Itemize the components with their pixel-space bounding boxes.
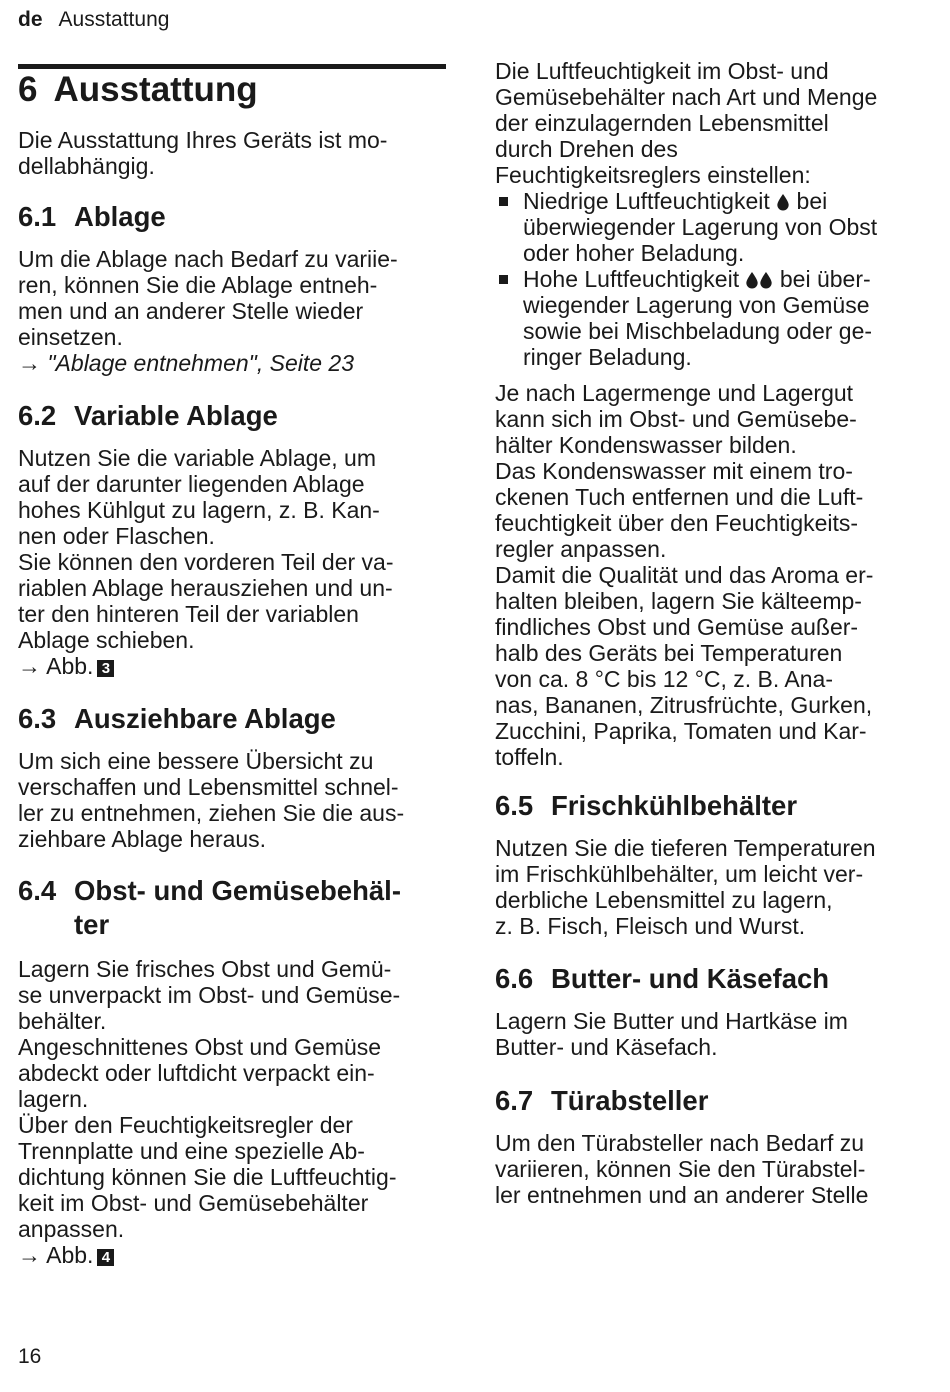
section-number: 6.5 <box>495 790 534 821</box>
figure-reference[interactable] <box>18 1242 448 1268</box>
figure-number-badge: 4 <box>97 1249 114 1266</box>
bullet-square-icon <box>499 197 508 206</box>
list-item <box>495 266 935 370</box>
section-number: 6.6 <box>495 963 534 994</box>
water-drop-icon <box>745 272 759 289</box>
language-code: de <box>18 8 43 31</box>
section-text: Um die Ablage nach Bedarf zu variie- ren, können Sie die Ablage entneh- men und an anderer Stelle wieder einsetzen. <box>18 246 398 350</box>
chapter-title <box>18 70 258 110</box>
section-title: Ausziehbare Ablage <box>74 703 336 734</box>
list-item <box>495 188 935 266</box>
chapter-intro <box>18 127 448 179</box>
figure-label: Abb. <box>46 1242 94 1268</box>
figure-label: Abb. <box>46 653 94 679</box>
section-6-4-continued <box>495 58 935 770</box>
section-heading <box>18 399 448 433</box>
section-title: Variable Ablage <box>74 400 278 431</box>
bullet-square-icon <box>499 275 508 284</box>
section-text: Nutzen Sie die tieferen Temperaturen im Frischkühlbehälter, um leicht ver- derbliche Lebensmittel zu lagern, z. B. Fisch, Fleisch und Wurst. <box>495 835 876 939</box>
section-number: 6.7 <box>495 1085 534 1116</box>
section-number: 6.4 <box>18 875 57 906</box>
arrow-right-icon: → <box>18 653 41 679</box>
section-title-continued: ter <box>74 909 110 940</box>
section-text: Lagern Sie frisches Obst und Gemü- se unverpackt im Obst- und Gemüse- behälter. Angeschnittenes Obst und Gemüse abdeckt oder luftdicht verpackt ein- lagern. Über den Feuchtigkeitsregler der Trennplatte und eine spezielle Ab- dichtung können Sie die Luftfeuchtig- keit im Obst- und Gemüsebehälter anpassen. <box>18 956 401 1242</box>
section-number: 6.1 <box>18 201 57 232</box>
section-heading <box>495 789 935 823</box>
list-item-text: bei über- wiegender Lagerung von Gemüse sowie bei Mischbeladung oder ge- ringer Beladung. <box>523 266 873 370</box>
section-6-1 <box>18 200 448 376</box>
chapter-rule <box>18 64 446 69</box>
page-number: 16 <box>18 1345 42 1368</box>
section-6-4 <box>18 874 448 1268</box>
chapter-intro-text: Die Ausstattung Ihres Geräts ist mo- dellabhängig. <box>18 127 388 179</box>
chapter-title-text: Ausstattung <box>53 70 258 109</box>
arrow-right-icon: → <box>18 350 41 376</box>
section-6-3 <box>18 702 448 852</box>
section-6-2 <box>18 399 448 679</box>
section-text: Nutzen Sie die variable Ablage, um auf der darunter liegenden Ablage hohes Kühlgut zu lagern, z. B. Kan- nen oder Flaschen. Sie können den vorderen Teil der va- riablen Ablage herausziehen und un- ter den hinteren Teil der variablen Ablage schieben. <box>18 445 394 653</box>
section-6-5 <box>495 789 935 939</box>
section-6-6 <box>495 962 935 1060</box>
section-title: Butter- und Käsefach <box>551 963 830 994</box>
section-heading <box>18 200 448 234</box>
section-6-7 <box>495 1084 935 1208</box>
figure-reference[interactable] <box>18 653 448 679</box>
section-title: Ablage <box>74 201 166 232</box>
section-number: 6.3 <box>18 703 57 734</box>
section-text: Lagern Sie Butter und Hartkäse im Butter- und Käsefach. <box>495 1008 848 1060</box>
condensation-text: Je nach Lagermenge und Lagergut kann sich im Obst- und Gemüsebe- hälter Kondenswasser bilden. Das Kondenswasser mit einem tro- ckenen Tuch entfernen und die Luft- feuchtigkeit über den Feuchtigkeits- regler anpassen. Damit die Qualität und das Aroma er- halten bleiben, lagern Sie kälteemp- findliches Obst und Gemüse außer- halb des Geräts bei Temperaturen von ca. 8 °C bis 12 °C, z. B. Ana- nas, Bananen, Zitrusfrüchte, Gurken, Zucchini, Paprika, Tomaten und Kar- toffeln. <box>495 380 874 770</box>
section-title: Obst- und Gemüsebehäl- <box>74 875 401 906</box>
chapter-number: 6 <box>18 70 38 109</box>
page-header <box>18 8 169 32</box>
water-drop-icon <box>776 194 790 211</box>
section-title: Türabsteller <box>551 1085 709 1116</box>
list-item-text: bei überwiegender Lagerung von Obst oder hoher Beladung. <box>523 188 878 266</box>
list-item-text: Niedrige Luftfeuchtigkeit <box>523 188 777 214</box>
water-drop-icon <box>759 272 773 289</box>
section-heading <box>18 874 448 942</box>
section-heading <box>495 1084 935 1118</box>
section-title: Frischkühlbehälter <box>551 790 798 821</box>
humidity-intro-text: Die Luftfeuchtigkeit im Obst- und Gemüsebehälter nach Art und Menge der einzulagernden Lebensmittel durch Drehen des Feuchtigkeitsreglers einstellen: <box>495 58 878 188</box>
section-heading <box>18 702 448 736</box>
section-text: Um sich eine bessere Übersicht zu verschaffen und Lebensmittel schnel- ler zu entnehmen, ziehen Sie die aus- ziehbare Ablage heraus. <box>18 748 405 852</box>
humidity-list <box>495 188 935 370</box>
section-text: Um den Türabsteller nach Bedarf zu variieren, können Sie den Türabstel- ler entnehmen und an anderer Stelle <box>495 1130 869 1208</box>
figure-number-badge: 3 <box>97 660 114 677</box>
list-item-text: Hohe Luftfeuchtigkeit <box>523 266 746 292</box>
section-number: 6.2 <box>18 400 57 431</box>
arrow-right-icon: → <box>18 1242 41 1268</box>
section-heading <box>495 962 935 996</box>
cross-reference-link[interactable] <box>18 350 448 376</box>
header-section: Ausstattung <box>58 8 170 31</box>
cross-reference-text: "Ablage entnehmen", Seite 23 <box>47 350 354 376</box>
